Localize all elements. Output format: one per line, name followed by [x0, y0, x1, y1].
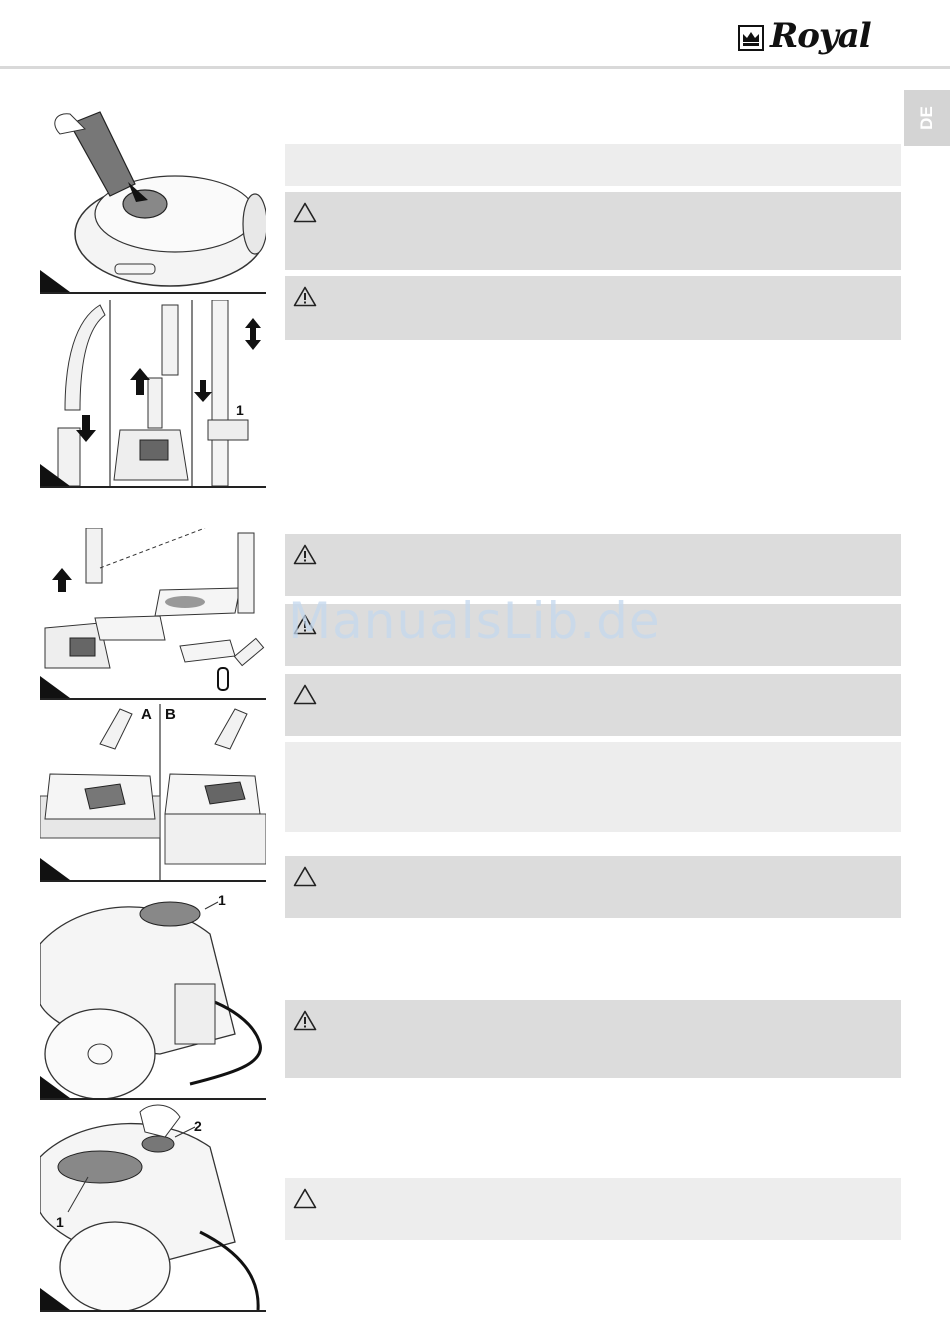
caution-triangle-icon [293, 202, 317, 223]
instruction-box [285, 144, 901, 186]
brand-name: Royal [770, 16, 871, 56]
warning-exclamation-icon [293, 544, 317, 565]
caution-triangle-icon [293, 684, 317, 705]
figure-floor-nozzle-ab [40, 704, 266, 882]
caution-triangle-icon [293, 866, 317, 887]
figure-corner-marker [40, 1076, 70, 1098]
label-b: B [165, 706, 176, 723]
language-tab-label: DE [917, 106, 936, 130]
callout-label: 2 [194, 1118, 202, 1134]
instruction-box [285, 742, 901, 832]
figure-corner-marker [40, 464, 70, 486]
figure-corner-marker [40, 270, 70, 292]
watermark-text: ManualsLib.de [288, 592, 661, 650]
cord-rewind-illustration [40, 884, 266, 1098]
brand-logo [738, 16, 908, 58]
warning-box [285, 276, 901, 340]
warning-exclamation-icon [293, 1010, 317, 1031]
warning-box [285, 534, 901, 596]
nozzles-illustration [40, 528, 266, 698]
figure-hose-insert [40, 104, 266, 294]
warning-exclamation-icon [293, 286, 317, 307]
crown-crest-icon [738, 25, 764, 51]
hose-insert-illustration [40, 104, 266, 292]
warning-box [285, 1000, 901, 1078]
warning-box [285, 1178, 901, 1240]
figure-switch-button [40, 1102, 266, 1312]
figure-corner-marker [40, 858, 70, 880]
figure-tube-assembly [40, 300, 266, 488]
callout-label: 1 [56, 1214, 64, 1230]
figure-cord-rewind [40, 884, 266, 1100]
caution-triangle-icon [293, 1188, 317, 1209]
header-rule [0, 66, 950, 69]
tube-assembly-illustration [40, 300, 266, 486]
callout-label: 1 [236, 402, 244, 418]
callout-label: 1 [218, 892, 226, 908]
label-a: A [141, 706, 152, 723]
switch-button-illustration [40, 1102, 266, 1310]
figure-corner-marker [40, 1288, 70, 1310]
figure-nozzles [40, 528, 266, 700]
language-tab [904, 90, 950, 146]
warning-box [285, 192, 901, 270]
figure-corner-marker [40, 676, 70, 698]
warning-box [285, 674, 901, 736]
warning-box [285, 856, 901, 918]
floor-nozzle-illustration [40, 704, 266, 880]
